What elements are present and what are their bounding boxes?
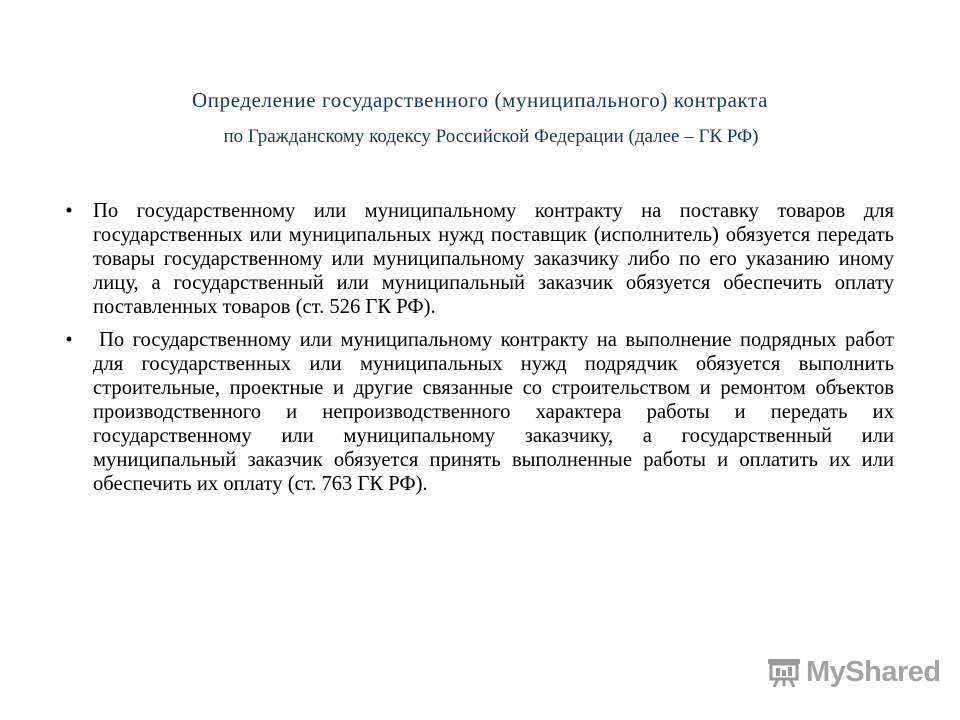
list-item xyxy=(65,199,894,319)
slide-subtitle: по Гражданскому кодексу Российской Федерации (далее – ГК РФ) xyxy=(223,126,759,147)
bullet-icon: • xyxy=(65,329,73,351)
presentation-board-icon xyxy=(766,655,802,689)
slide-title: Определение государственного (муниципального) контракта xyxy=(192,88,768,112)
watermark-text: MyShared xyxy=(806,655,941,688)
list-item xyxy=(65,328,894,496)
bullet-text: По государственному или муниципальному контракту на выполнение подрядных работ для государственных или муниципальных нужд подрядчик обязуется выполнить строительные, проектные и другие связанные со строительством и ремонтом объектов производственного и непроизводственного характера работы и передать их государственному или муниципальному заказчику, а государственный или муниципальный заказчик обязуется принять выполненные работы и оплатить их или обеспечить их оплату (ст. 763 ГК РФ). xyxy=(93,329,894,495)
bullet-list xyxy=(65,199,894,505)
bullet-icon: • xyxy=(65,200,73,222)
watermark xyxy=(766,654,941,690)
bullet-text: По государственному или муниципальному контракту на поставку товаров для государственных или муниципальных нужд поставщик (исполнитель) обязуется передать товары государственному или муниципальному заказчику либо по его указанию иному лицу, а государственный или муниципальный заказчик обязуется обеспечить оплату поставленных товаров (ст. 526 ГК РФ). xyxy=(93,200,894,318)
